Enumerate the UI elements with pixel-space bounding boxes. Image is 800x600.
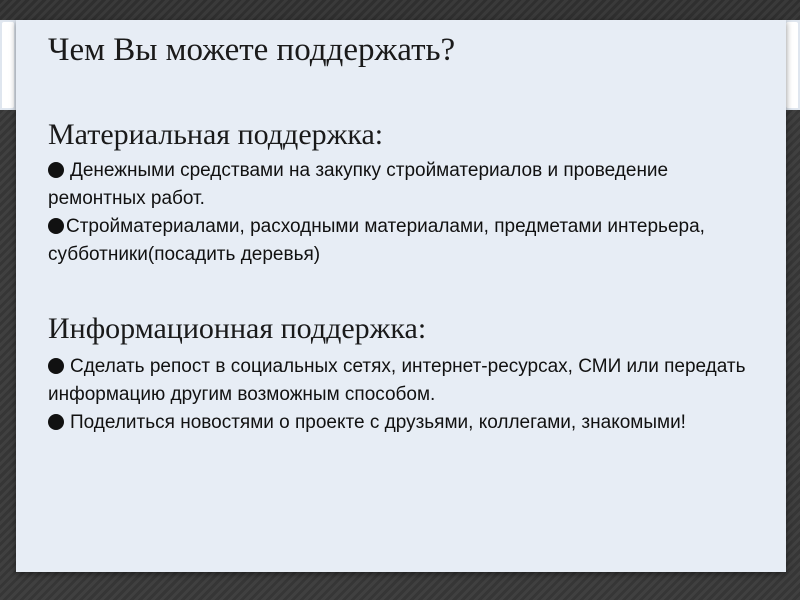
bullet-item: [48, 157, 748, 213]
bullet-text: Стройматериалами, расходными материалами, предметами интерьера, субботники(посадить деревья): [48, 216, 705, 265]
bullet-dot-icon: [48, 162, 64, 178]
bullet-item: [48, 213, 748, 269]
bullet-list-material: [48, 157, 748, 269]
section-heading-information: Информационная поддержка:: [48, 312, 427, 345]
section-heading-material: Материальная поддержка:: [48, 118, 384, 151]
bullet-item: [48, 353, 748, 409]
right-edge-tab: [786, 22, 798, 108]
slide-title: Чем Вы можете поддержать?: [48, 32, 456, 68]
bullet-list-information: [48, 353, 748, 437]
bullet-text: Поделиться новостями о проекте с друзьями, коллегами, знакомыми!: [70, 412, 686, 433]
bullet-dot-icon: [48, 358, 64, 374]
bullet-text: Денежными средствами на закупку стройматериалов и проведение ремонтных работ.: [48, 160, 669, 209]
slide-panel: [16, 20, 786, 572]
background-top-band: [0, 0, 800, 20]
bullet-dot-icon: [48, 218, 64, 234]
bullet-dot-icon: [48, 414, 64, 430]
left-edge-tab: [2, 22, 14, 108]
bullet-text: Сделать репост в социальных сетях, интернет-ресурсах, СМИ или передать информацию другим возможным способом.: [48, 356, 746, 405]
bullet-item: [48, 409, 748, 437]
